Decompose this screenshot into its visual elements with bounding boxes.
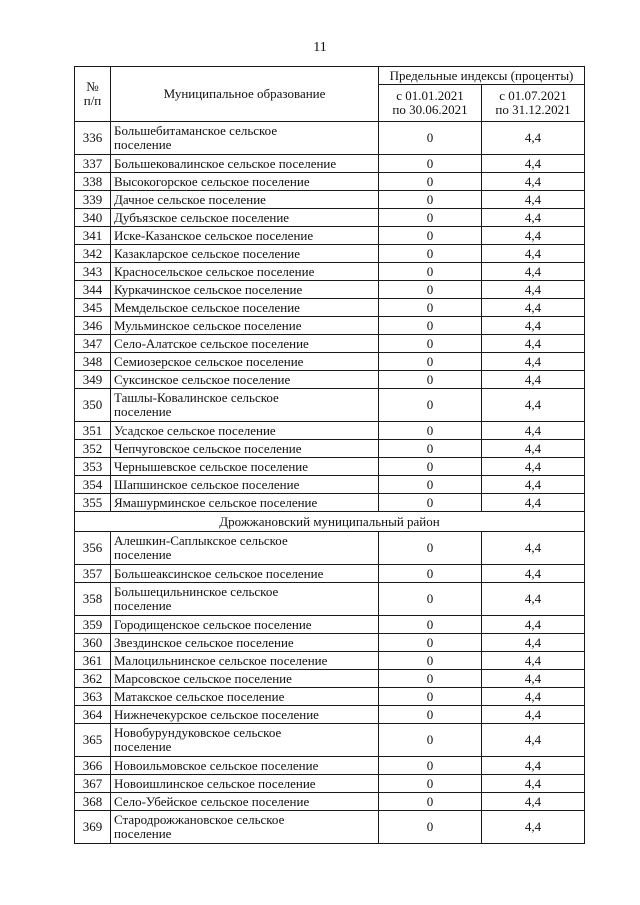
table-row xyxy=(75,634,585,652)
index-period-2: 4,4 xyxy=(482,371,585,389)
row-number: 365 xyxy=(75,724,111,757)
row-number: 359 xyxy=(75,616,111,634)
row-number: 338 xyxy=(75,173,111,191)
municipality-name xyxy=(111,422,379,440)
table-header xyxy=(75,67,585,122)
index-period-2: 4,4 xyxy=(482,422,585,440)
index-period-1: 0 xyxy=(379,634,482,652)
municipality-name-line: Чепчуговское сельское поселение xyxy=(114,440,302,456)
header-period-line: по 30.06.2021 xyxy=(392,102,468,117)
index-period-2: 4,4 xyxy=(482,122,585,155)
municipality-name-line: поселение xyxy=(114,547,172,562)
index-period-2: 4,4 xyxy=(482,458,585,476)
table-row xyxy=(75,440,585,458)
municipality-name-line: Новобурундуковское сельское xyxy=(114,725,282,740)
municipality-name xyxy=(111,335,379,353)
municipality-name xyxy=(111,317,379,335)
municipality-name xyxy=(111,476,379,494)
index-period-1: 0 xyxy=(379,155,482,173)
row-number: 366 xyxy=(75,757,111,775)
municipality-name xyxy=(111,706,379,724)
index-period-1: 0 xyxy=(379,227,482,245)
municipality-name xyxy=(111,583,379,616)
row-number: 362 xyxy=(75,670,111,688)
municipality-name-line: Дачное сельское поселение xyxy=(114,191,266,207)
index-period-2: 4,4 xyxy=(482,440,585,458)
index-period-2: 4,4 xyxy=(482,227,585,245)
index-period-2: 4,4 xyxy=(482,811,585,844)
row-number: 353 xyxy=(75,458,111,476)
municipality-name xyxy=(111,688,379,706)
table-row xyxy=(75,191,585,209)
row-number: 337 xyxy=(75,155,111,173)
index-period-2: 4,4 xyxy=(482,155,585,173)
municipality-name-line: Казакларское сельское поселение xyxy=(114,245,300,261)
header-limit-indices: Предельные индексы (проценты) xyxy=(379,67,585,85)
municipality-name xyxy=(111,565,379,583)
municipality-name-line: Матакское сельское поселение xyxy=(114,688,285,704)
municipality-name-line: Мульминское сельское поселение xyxy=(114,317,302,333)
table-row xyxy=(75,155,585,173)
index-period-2: 4,4 xyxy=(482,706,585,724)
municipality-name xyxy=(111,634,379,652)
municipality-name xyxy=(111,724,379,757)
index-period-1: 0 xyxy=(379,281,482,299)
municipality-name xyxy=(111,353,379,371)
municipality-name-line: Стародрожжановское сельское xyxy=(114,812,285,827)
row-number: 363 xyxy=(75,688,111,706)
index-period-1: 0 xyxy=(379,793,482,811)
index-period-2: 4,4 xyxy=(482,616,585,634)
table-row xyxy=(75,458,585,476)
municipality-name-line: поселение xyxy=(114,137,172,152)
header-period-line: по 31.12.2021 xyxy=(495,102,571,117)
header-period-1 xyxy=(379,85,482,122)
header-municipality: Муниципальное образование xyxy=(111,67,379,122)
row-number: 349 xyxy=(75,371,111,389)
index-period-1: 0 xyxy=(379,565,482,583)
municipality-name-line: Чернышевское сельское поселение xyxy=(114,458,308,474)
municipality-name xyxy=(111,191,379,209)
municipality-name-line: поселение xyxy=(114,404,172,419)
municipality-name xyxy=(111,811,379,844)
municipality-name-line: Большеаксинское сельское поселение xyxy=(114,565,324,581)
index-period-2: 4,4 xyxy=(482,583,585,616)
municipality-name-line: Мемдельское сельское поселение xyxy=(114,299,300,315)
index-period-2: 4,4 xyxy=(482,389,585,422)
municipality-name xyxy=(111,532,379,565)
index-period-1: 0 xyxy=(379,724,482,757)
table-row xyxy=(75,281,585,299)
table-row xyxy=(75,422,585,440)
table-row xyxy=(75,652,585,670)
row-number: 339 xyxy=(75,191,111,209)
municipality-name-line: Марсовское сельское поселение xyxy=(114,670,292,686)
municipality-name xyxy=(111,155,379,173)
municipality-name-line: Куркачинское сельское поселение xyxy=(114,281,303,297)
index-period-2: 4,4 xyxy=(482,335,585,353)
municipality-name-line: Суксинское сельское поселение xyxy=(114,371,291,387)
municipality-name-line: поселение xyxy=(114,598,172,613)
table-row xyxy=(75,353,585,371)
header-period-line: с 01.01.2021 xyxy=(396,88,464,103)
index-period-1: 0 xyxy=(379,706,482,724)
index-period-1: 0 xyxy=(379,299,482,317)
row-number: 341 xyxy=(75,227,111,245)
index-period-2: 4,4 xyxy=(482,793,585,811)
municipality-name-line: Высокогорское сельское поселение xyxy=(114,173,310,189)
municipality-name xyxy=(111,281,379,299)
row-number: 344 xyxy=(75,281,111,299)
municipality-name-line: Звездинское сельское поселение xyxy=(114,634,294,650)
row-number: 358 xyxy=(75,583,111,616)
index-period-1: 0 xyxy=(379,757,482,775)
table-row xyxy=(75,371,585,389)
index-period-1: 0 xyxy=(379,583,482,616)
municipality-name-line: Дубъязское сельское поселение xyxy=(114,209,290,225)
table-row xyxy=(75,616,585,634)
index-period-1: 0 xyxy=(379,317,482,335)
index-period-1: 0 xyxy=(379,371,482,389)
row-number: 368 xyxy=(75,793,111,811)
index-period-1: 0 xyxy=(379,122,482,155)
section-row xyxy=(75,512,585,532)
municipality-name xyxy=(111,122,379,155)
index-period-2: 4,4 xyxy=(482,317,585,335)
table-row xyxy=(75,335,585,353)
municipality-name xyxy=(111,371,379,389)
row-number: 355 xyxy=(75,494,111,512)
row-number: 348 xyxy=(75,353,111,371)
index-period-2: 4,4 xyxy=(482,191,585,209)
municipality-name-line: Иске-Казанское сельское поселение xyxy=(114,227,314,243)
index-period-1: 0 xyxy=(379,532,482,565)
row-number: 347 xyxy=(75,335,111,353)
municipality-name xyxy=(111,263,379,281)
row-number: 352 xyxy=(75,440,111,458)
municipality-name-line: Большековалинское сельское поселение xyxy=(114,155,337,171)
municipality-name-line: поселение xyxy=(114,739,172,754)
municipality-name-line: Семиозерское сельское поселение xyxy=(114,353,304,369)
municipality-name-line: Большебитаманское сельское xyxy=(114,123,278,138)
header-number-line: № xyxy=(86,79,99,94)
index-period-1: 0 xyxy=(379,245,482,263)
row-number: 342 xyxy=(75,245,111,263)
municipality-name xyxy=(111,389,379,422)
municipality-name-line: Малоцильнинское сельское поселение xyxy=(114,652,328,668)
header-number xyxy=(75,67,111,122)
table-body xyxy=(75,122,585,844)
row-number: 361 xyxy=(75,652,111,670)
row-number: 357 xyxy=(75,565,111,583)
row-number: 354 xyxy=(75,476,111,494)
index-period-1: 0 xyxy=(379,209,482,227)
index-period-1: 0 xyxy=(379,263,482,281)
municipality-name-line: Усадское сельское поселение xyxy=(114,422,276,438)
index-period-1: 0 xyxy=(379,688,482,706)
municipality-name-line: Красносельское сельское поселение xyxy=(114,263,315,279)
index-period-2: 4,4 xyxy=(482,476,585,494)
index-period-1: 0 xyxy=(379,616,482,634)
row-number: 367 xyxy=(75,775,111,793)
index-period-1: 0 xyxy=(379,353,482,371)
table-row xyxy=(75,245,585,263)
header-number-line: п/п xyxy=(83,93,102,108)
table-row xyxy=(75,811,585,844)
municipality-name xyxy=(111,670,379,688)
municipality-name-line: Село-Убейское сельское поселение xyxy=(114,793,310,809)
table-row xyxy=(75,757,585,775)
index-period-1: 0 xyxy=(379,335,482,353)
municipality-name xyxy=(111,494,379,512)
municipality-name-line: Новоишлинское сельское поселение xyxy=(114,775,316,791)
table-row xyxy=(75,389,585,422)
municipality-name xyxy=(111,245,379,263)
municipality-name xyxy=(111,299,379,317)
table-row xyxy=(75,775,585,793)
index-period-2: 4,4 xyxy=(482,688,585,706)
index-period-1: 0 xyxy=(379,476,482,494)
row-number: 351 xyxy=(75,422,111,440)
municipality-name xyxy=(111,440,379,458)
index-period-2: 4,4 xyxy=(482,565,585,583)
row-number: 340 xyxy=(75,209,111,227)
municipality-name xyxy=(111,616,379,634)
index-period-2: 4,4 xyxy=(482,532,585,565)
municipality-name xyxy=(111,757,379,775)
header-period-2 xyxy=(482,85,585,122)
index-period-2: 4,4 xyxy=(482,281,585,299)
row-number: 350 xyxy=(75,389,111,422)
index-period-1: 0 xyxy=(379,458,482,476)
index-period-1: 0 xyxy=(379,422,482,440)
municipality-name-line: Алешкин-Саплыкское сельское xyxy=(114,533,288,548)
municipality-name-line: Нижнечекурское сельское поселение xyxy=(114,706,319,722)
municipality-name-line: Село-Алатское сельское поселение xyxy=(114,335,309,351)
row-number: 336 xyxy=(75,122,111,155)
municipality-name xyxy=(111,209,379,227)
table-row xyxy=(75,263,585,281)
index-period-1: 0 xyxy=(379,494,482,512)
municipality-name xyxy=(111,227,379,245)
table-row xyxy=(75,299,585,317)
index-period-2: 4,4 xyxy=(482,652,585,670)
municipality-name xyxy=(111,458,379,476)
municipality-name-line: Большецильнинское сельское xyxy=(114,584,279,599)
table-row xyxy=(75,724,585,757)
index-period-1: 0 xyxy=(379,440,482,458)
table-row xyxy=(75,688,585,706)
index-period-2: 4,4 xyxy=(482,173,585,191)
municipality-name xyxy=(111,793,379,811)
index-period-1: 0 xyxy=(379,191,482,209)
municipality-name-line: Новоильмовское сельское поселение xyxy=(114,757,319,773)
index-period-2: 4,4 xyxy=(482,494,585,512)
table-row xyxy=(75,209,585,227)
municipality-name-line: поселение xyxy=(114,826,172,841)
municipality-name xyxy=(111,775,379,793)
limit-index-table xyxy=(74,66,585,844)
index-period-1: 0 xyxy=(379,652,482,670)
row-number: 360 xyxy=(75,634,111,652)
row-number: 346 xyxy=(75,317,111,335)
index-period-2: 4,4 xyxy=(482,299,585,317)
index-period-2: 4,4 xyxy=(482,775,585,793)
table-row xyxy=(75,494,585,512)
row-number: 369 xyxy=(75,811,111,844)
table-row xyxy=(75,670,585,688)
page-number: 11 xyxy=(313,40,327,55)
index-period-2: 4,4 xyxy=(482,263,585,281)
index-period-2: 4,4 xyxy=(482,670,585,688)
index-period-2: 4,4 xyxy=(482,209,585,227)
table-row xyxy=(75,532,585,565)
index-period-2: 4,4 xyxy=(482,634,585,652)
municipality-name xyxy=(111,652,379,670)
row-number: 364 xyxy=(75,706,111,724)
row-number: 345 xyxy=(75,299,111,317)
index-period-2: 4,4 xyxy=(482,724,585,757)
table-row xyxy=(75,583,585,616)
index-period-1: 0 xyxy=(379,173,482,191)
header-period-line: с 01.07.2021 xyxy=(499,88,567,103)
municipality-name-line: Ташлы-Ковалинское сельское xyxy=(114,390,279,405)
row-number: 356 xyxy=(75,532,111,565)
row-number: 343 xyxy=(75,263,111,281)
table-row xyxy=(75,793,585,811)
municipality-name-line: Шапшинское сельское поселение xyxy=(114,476,300,492)
index-period-2: 4,4 xyxy=(482,757,585,775)
table-row xyxy=(75,122,585,155)
index-period-2: 4,4 xyxy=(482,353,585,371)
table-row xyxy=(75,476,585,494)
table-row xyxy=(75,565,585,583)
index-period-1: 0 xyxy=(379,670,482,688)
municipality-name-line: Городищенское сельское поселение xyxy=(114,616,312,632)
section-title: Дрожжановский муниципальный район xyxy=(75,512,585,532)
table-row xyxy=(75,317,585,335)
table-row xyxy=(75,706,585,724)
index-period-1: 0 xyxy=(379,389,482,422)
table-row xyxy=(75,227,585,245)
municipality-name-line: Ямашурминское сельское поселение xyxy=(114,494,318,510)
index-period-2: 4,4 xyxy=(482,245,585,263)
table-row xyxy=(75,173,585,191)
municipality-name xyxy=(111,173,379,191)
index-period-1: 0 xyxy=(379,811,482,844)
index-period-1: 0 xyxy=(379,775,482,793)
